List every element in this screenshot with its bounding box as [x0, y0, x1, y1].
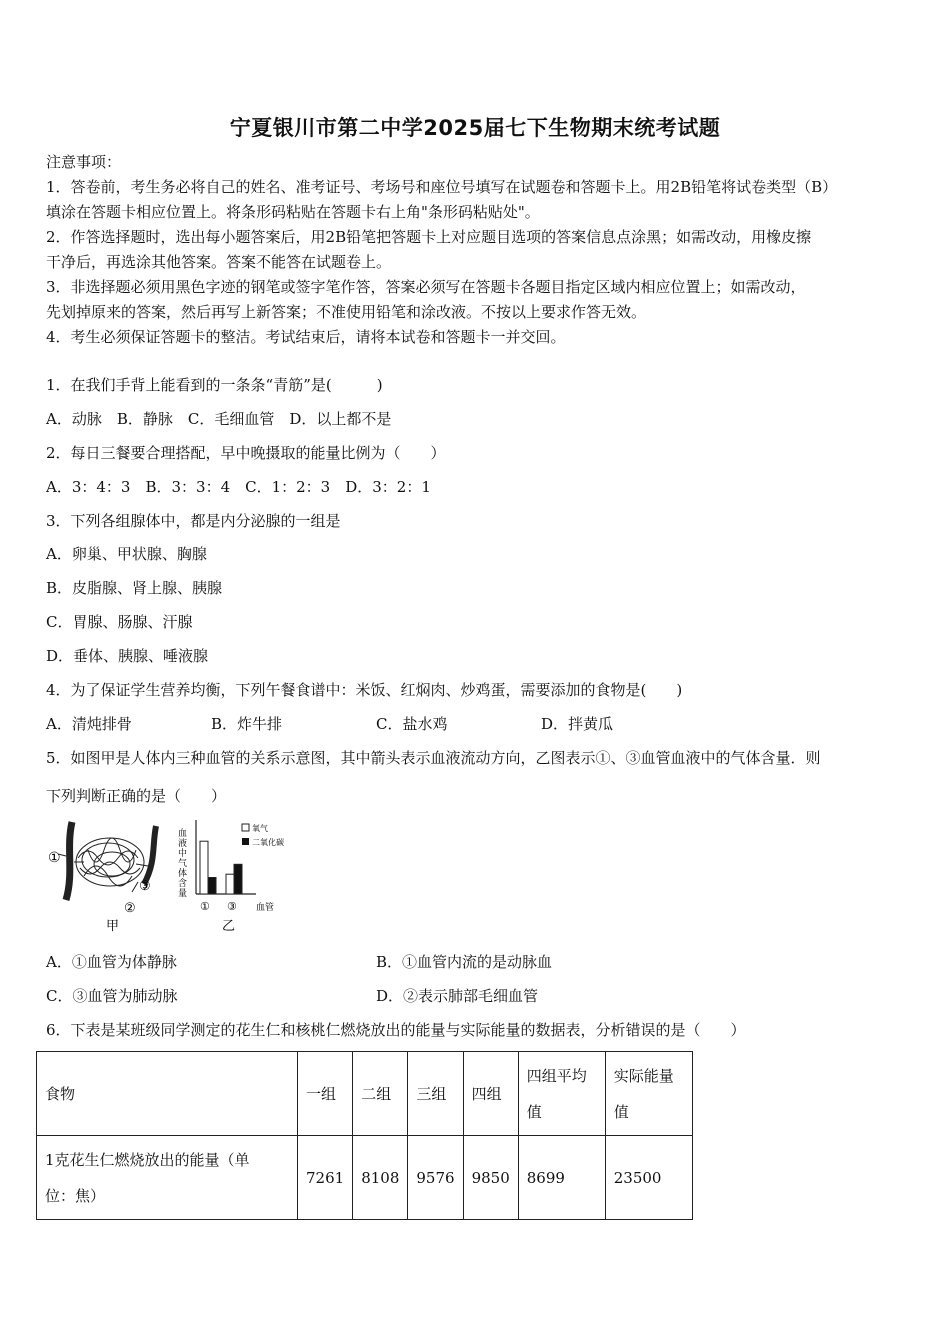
- legend-o2-swatch: [242, 824, 249, 831]
- q5-figure: [44, 818, 314, 936]
- q5-option-b: B．①血管内流的是动脉血: [376, 953, 553, 971]
- mark-1: ①: [48, 850, 61, 866]
- cell-group4: 9850: [463, 1136, 518, 1220]
- bar-o2-1: [200, 841, 208, 894]
- note-line: 先划掉原来的答案，然后再写上新答案；不准使用铅笔和涂改液。不按以上要求作答无效。: [46, 303, 647, 321]
- mark-3: ③: [139, 879, 151, 894]
- q4-option-c: C．盐水鸡: [376, 715, 448, 733]
- bar-co2-1: [208, 878, 216, 895]
- label-jia: 甲: [106, 919, 120, 934]
- q1-options: A．动脉 B．静脉 C．毛细血管 D．以上都不是: [46, 410, 392, 428]
- y-axis-label: 血液中气体含量: [176, 828, 186, 898]
- q5-option-c: C．③血管为肺动脉: [46, 987, 178, 1005]
- note-line: 1．答卷前，考生务必将自己的姓名、准考证号、考场号和座位号填写在试题卷和答题卡上。用2B铅笔将试卷类型（B）: [46, 178, 838, 196]
- legend-co2: 二氧化碳: [252, 838, 284, 847]
- header-average: [518, 1052, 605, 1136]
- energy-table: [36, 1051, 693, 1220]
- cell-food: [37, 1136, 298, 1220]
- legend-o2: 氧气: [252, 824, 268, 833]
- header-group1: 一组: [298, 1052, 353, 1136]
- x-tick-3: ③: [227, 900, 237, 913]
- note-line: 干净后，再选涂其他答案。答案不能答在试题卷上。: [46, 253, 392, 271]
- q6-stem: 6．下表是某班级同学测定的花生仁和核桃仁燃烧放出的能量与实际能量的数据表，分析错误的是（ ）: [46, 1021, 746, 1039]
- q5-option-a: A．①血管为体静脉: [46, 953, 177, 971]
- cell-average: 8699: [518, 1136, 605, 1220]
- header-average-line1: 四组平均: [526, 1066, 587, 1085]
- note-line: 填涂在答题卡相应位置上。将条形码粘贴在答题卡右上角"条形码粘贴处"。: [46, 203, 540, 221]
- cell-food-line1: 1克花生仁燃烧放出的能量（单: [45, 1150, 250, 1169]
- header-average-line2: 值: [526, 1102, 542, 1121]
- q4-option-d: D．拌黄瓜: [541, 715, 614, 733]
- header-group4: 四组: [463, 1052, 518, 1136]
- vessel-3: [144, 826, 156, 884]
- bar-co2-2: [234, 864, 242, 894]
- q3-option-a: A．卵巢、甲状腺、胸腺: [46, 545, 207, 563]
- q3-option-d: D．垂体、胰腺、唾液腺: [46, 647, 209, 665]
- cell-food-line2: 位：焦）: [45, 1186, 106, 1205]
- legend-co2-swatch: [242, 838, 249, 845]
- q3-stem: 3．下列各组腺体中，都是内分泌腺的一组是: [46, 512, 341, 530]
- table-header-row: [37, 1052, 693, 1136]
- header-group3: 三组: [408, 1052, 463, 1136]
- q3-option-b: B．皮脂腺、肾上腺、胰腺: [46, 579, 223, 597]
- q1-stem: 1．在我们手背上能看到的一条条“青筋”是( ): [46, 376, 383, 394]
- x-tick-1: ①: [200, 900, 210, 913]
- page-title: 宁夏银川市第二中学2025届七下生物期末统考试题: [229, 116, 721, 140]
- mark-2: ②: [124, 901, 136, 916]
- q5-stem-line1: 5．如图甲是人体内三种血管的关系示意图，其中箭头表示血液流动方向，乙图表示①、③血管血液中的气体含量．则: [46, 749, 821, 767]
- header-real-line1: 实际能量: [613, 1066, 674, 1085]
- q2-stem: 2．每日三餐要合理搭配，早中晚摄取的能量比例为（ ）: [46, 444, 446, 462]
- q4-option-a: A．清炖排骨: [46, 715, 132, 733]
- header-real: [605, 1052, 692, 1136]
- bar-o2-2: [226, 874, 234, 894]
- cell-group3: 9576: [408, 1136, 463, 1220]
- x-axis-label: 血管: [256, 903, 275, 913]
- cell-real: 23500: [605, 1136, 692, 1220]
- header-group2: 二组: [353, 1052, 408, 1136]
- chart-yi: [176, 820, 284, 934]
- q5-option-d: D．②表示肺部毛细血管: [376, 987, 539, 1005]
- note-line: 2．作答选择题时，选出每小题答案后，用2B铅笔把答题卡上对应题目选项的答案信息点涂黑；如需改动，用橡皮擦: [46, 228, 812, 246]
- note-line: 4．考生必须保证答题卡的整洁。考试结束后，请将本试卷和答题卡一并交回。: [46, 328, 566, 346]
- header-real-line2: 值: [613, 1102, 629, 1121]
- label-yi: 乙: [222, 919, 236, 934]
- q5-stem-line2: 下列判断正确的是（ ）: [46, 787, 227, 805]
- q2-options: A．3：4：3 B．3：3：4 C．1：2：3 D．3：2：1: [46, 478, 431, 496]
- q3-option-c: C．胃腺、肠腺、汗腺: [46, 613, 193, 631]
- vessel-1: [66, 822, 72, 900]
- q4-stem: 4．为了保证学生营养均衡，下列午餐食谱中：米饭、红焖肉、炒鸡蛋，需要添加的食物是( ): [46, 681, 683, 699]
- cell-group1: 7261: [298, 1136, 353, 1220]
- table-row: [37, 1136, 693, 1220]
- capillary-network: [74, 838, 148, 886]
- cell-group2: 8108: [353, 1136, 408, 1220]
- notes-heading: 注意事项：: [46, 153, 122, 171]
- note-line: 3．非选择题必须用黑色字迹的钢笔或签字笔作答，答案必须写在答题卡各题目指定区域内相应位置上；如需改动，: [46, 278, 806, 296]
- header-food: 食物: [37, 1052, 298, 1136]
- q4-option-b: B．炸牛排: [211, 715, 283, 733]
